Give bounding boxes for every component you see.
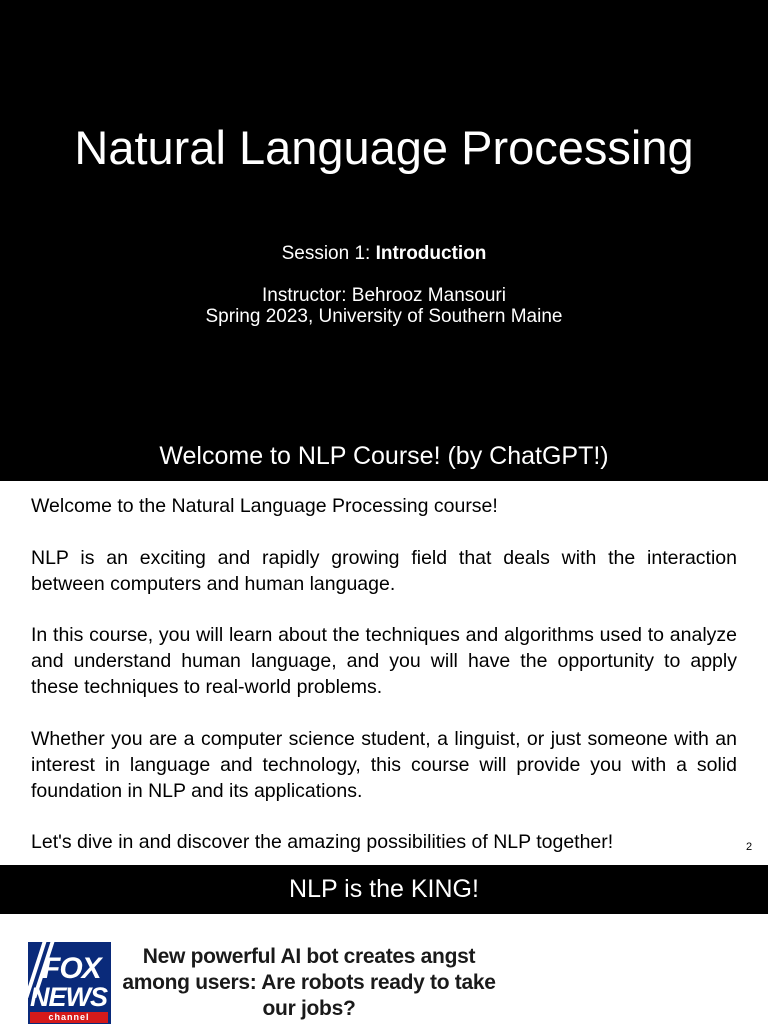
news-headline: New powerful AI bot creates angst among users: Are robots ready to take our jobs? [122,945,496,1020]
paragraph: Let's dive in and discover the amazing possibilities of NLP together! [31,831,614,853]
session-topic: Introduction [375,243,487,264]
title-slide [0,0,768,481]
logo-text-channel: channel [30,1012,108,1023]
session-line [0,242,768,266]
paragraph: Whether you are a computer science student, a linguist, or just someone with an interest in language and technology, this course will provide you with a solid foundation in NLP and its applications. [31,727,737,802]
logo-text-fox: FOX [42,952,101,985]
paragraph: Welcome to the Natural Language Processing course! [31,495,498,517]
welcome-header: Welcome to NLP Course! (by ChatGPT!) [159,442,609,470]
king-slide-title: NLP is the KING! [289,875,479,903]
page-number: 2 [746,841,753,853]
slide-title: Natural Language Processing [74,121,694,174]
instructor-block [0,285,768,327]
term-info: Spring 2023, University of Southern Maine [205,306,563,327]
fox-news-logo [28,942,111,1024]
paragraph: In this course, you will learn about the techniques and algorithms used to analyze and understand human language, and you will have the opportunity to apply these techniques to real-world problems. [31,624,737,698]
logo-text-news: NEWS [30,982,107,1012]
instructor-name: Instructor: Behrooz Mansouri [262,285,506,306]
session-prefix: Session 1: [281,243,376,264]
welcome-body [31,493,737,855]
paragraph: NLP is an exciting and rapidly growing field that deals with the interaction between computers and human language. [31,546,737,595]
